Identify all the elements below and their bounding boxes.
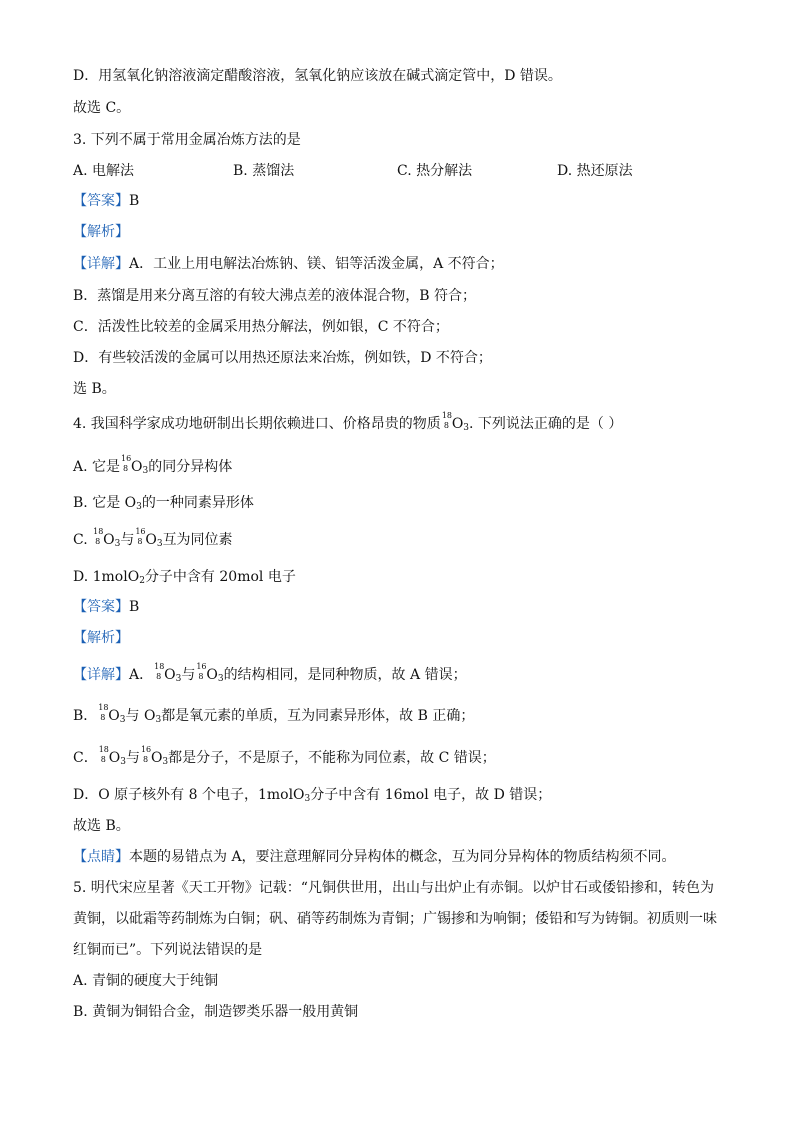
detail-tag: 【详解】: [73, 256, 129, 272]
q4-detail-a: 【详解】A． 18 8 $O_3$与 16 8 $O_3$的结构相同，是同种物质，故 A 错误；: [73, 662, 467, 684]
q5-stem-line-1: 5. 明代宋应星著《天工开物》记载：“凡铜供世用，出山与出炉止有赤铜。以炉甘石或倭铅掺和，转色为: [73, 880, 714, 896]
q3-detail-d: D．有些较活泼的金属可以用热还原法来冶炼，例如铁，D 不符合；: [73, 350, 492, 366]
isotope-16-8: 16 8: [140, 745, 152, 764]
q5-stem-line-2: 黄铜，以砒霜等药制炼为白铜；矾、硝等药制炼为青铜；广锡掺和为响铜；倭铅和写为铸铜。初质则一味: [73, 911, 717, 927]
q3-answer: [73, 191, 139, 211]
q2-option-d-explanation: D．用氢氧化钠溶液滴定醋酸溶液，氢氧化钠应该放在碱式滴定管中，D 错误。: [73, 68, 562, 84]
q5-option-a: A. 青铜的硬度大于纯铜: [73, 973, 219, 989]
q4-analysis-heading: [73, 628, 129, 648]
q4-option-a: A. 它是 16 8 $O_3$的同分异构体: [73, 454, 233, 476]
answer-tag: 【答案】: [73, 599, 129, 615]
q5-option-b: B. 黄铜为铜铅合金，制造锣类乐器一般用黄铜: [73, 1004, 359, 1020]
q4-conclusion: 故选 B。: [73, 818, 130, 834]
isotope-16-8: 16 8: [196, 662, 207, 681]
q3-option-c: C. 热分解法: [397, 163, 473, 179]
q3-detail-b: B．蒸馏是用来分离互溶的有较大沸点差的液体混合物，B 符合；: [73, 288, 477, 304]
isotope-18-8: 18 8: [441, 411, 452, 430]
q3-detail-a: [73, 254, 504, 274]
q4-detail-b: B． 18 8 $O_3$与 $O_3$都是氧元素的单质，互为同素异形体，故 B 正确；: [73, 703, 475, 725]
detail-tag: 【详解】: [73, 667, 129, 683]
q4-option-c: C. 18 8 $O_3$与 16 8 $O_3$互为同位素: [73, 527, 233, 549]
note-text: 本题的易错点为 A，要注意理解同分异构体的概念，互为同分异构体的物质结构须不同。: [129, 849, 676, 865]
q4-detail-d: D．O 原子核外有 8 个电子，1molO$_3$分子中含有 16mol 电子，故 D 错误；: [73, 787, 552, 804]
q3-analysis-heading: [73, 222, 129, 242]
analysis-tag: 【解析】: [73, 224, 129, 240]
q2-conclusion: 故选 C。: [73, 100, 131, 116]
stem-text-end: . 下列说法正确的是（ ）: [469, 416, 623, 432]
q4-note: [73, 847, 676, 867]
q3-option-b: B. 蒸馏法: [233, 163, 295, 179]
analysis-tag: 【解析】: [73, 630, 129, 646]
q4-option-d: D. 1molO$_2$分子中含有 20mol 电子: [73, 569, 296, 586]
q4-stem: 4. 我国科学家成功地研制出长期依赖进口、价格昂贵的物质 18 8 $O_3$. 下列说法正确的是（ ）: [73, 411, 623, 433]
isotope-18-8: 18 8: [93, 527, 104, 546]
isotope-16-8: 16 8: [135, 527, 146, 546]
note-tag: 【点睛】: [73, 849, 129, 865]
q3-option-d: D. 热还原法: [557, 163, 633, 179]
isotope-18-8: 18 8: [98, 745, 109, 764]
q4-answer: [73, 597, 139, 617]
answer-tag: 【答案】: [73, 193, 129, 209]
q3-option-a: A. 电解法: [73, 163, 135, 179]
q4-detail-c: C． 18 8 $O_3$与 16 8 $O_3$都是分子，不是原子，不能称为同位素，故 C 错误；: [73, 745, 496, 767]
isotope-18-8: 18 8: [154, 662, 165, 681]
isotope-18-8: 18 8: [98, 703, 109, 722]
q4-option-b: B. 它是 $O_3$的一种同素异形体: [73, 495, 254, 512]
detail-text: A．工业上用电解法冶炼钠、镁、铝等活泼金属，A 不符合；: [129, 256, 504, 272]
answer-value: B: [129, 599, 140, 615]
q3-detail-c: C．活泼性比较差的金属采用热分解法，例如银，C 不符合；: [73, 319, 449, 335]
q3-stem: 3. 下列不属于常用金属冶炼方法的是: [73, 132, 301, 148]
q3-conclusion: 选 B。: [73, 381, 116, 397]
stem-text: 4. 我国科学家成功地研制出长期依赖进口、价格昂贵的物质: [73, 416, 441, 432]
answer-value: B: [129, 193, 140, 209]
q5-stem-line-3: 红铜而已”。下列说法错误的是: [73, 942, 263, 958]
isotope-16-8: 16 8: [121, 454, 132, 473]
